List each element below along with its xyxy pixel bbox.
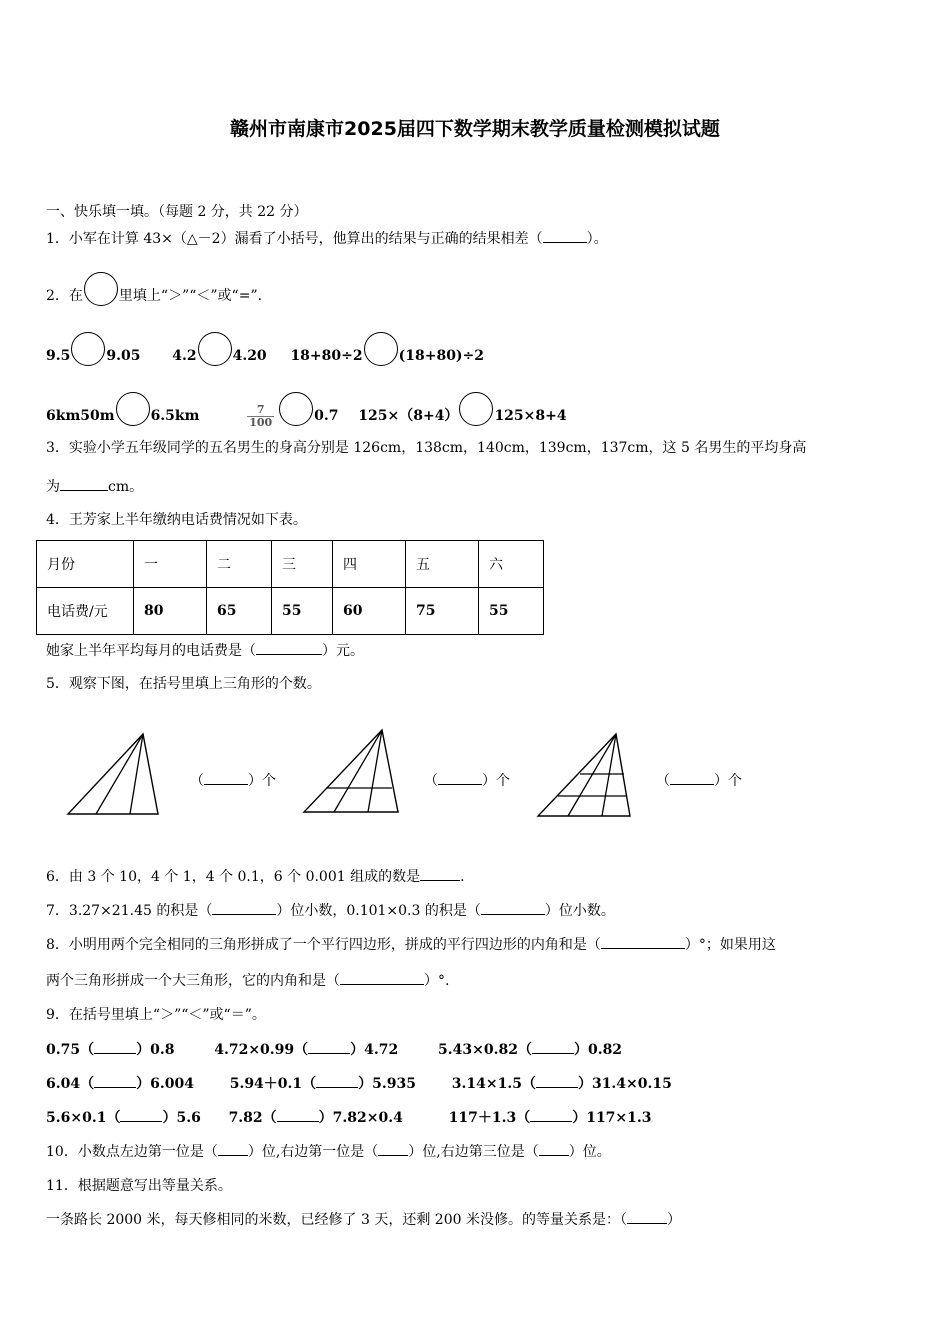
circle-blank[interactable] xyxy=(71,332,105,366)
paren-close: ） xyxy=(318,1110,333,1126)
fraction xyxy=(247,404,274,429)
question-8-line-1 xyxy=(46,934,776,955)
q3-text: 为 xyxy=(46,479,60,495)
q8-text: ）°；如果用这 xyxy=(684,937,776,953)
answer-blank[interactable] xyxy=(539,1141,569,1156)
answer-blank[interactable] xyxy=(481,900,545,915)
answer-blank[interactable] xyxy=(277,1107,319,1122)
q2-text: 2．在 xyxy=(46,288,83,304)
paren-close: ） xyxy=(162,1110,177,1126)
q9-term: 7.82×0.4 xyxy=(332,1110,403,1126)
answer-blank[interactable] xyxy=(308,1039,350,1054)
q5-answer-1 xyxy=(190,770,276,790)
paren-open: （ xyxy=(294,1042,309,1058)
table-cell: 65 xyxy=(207,588,272,635)
question-11: 11．根据题意写出等量关系。 xyxy=(46,1178,232,1194)
fraction-numerator: 7 xyxy=(247,404,274,417)
paren-open: （ xyxy=(517,1042,532,1058)
q9-term: 4.72×0.99 xyxy=(214,1042,295,1058)
q9-term: 31.4×0.15 xyxy=(591,1076,672,1092)
answer-blank[interactable] xyxy=(420,866,460,881)
q11-end: ） xyxy=(666,1212,681,1228)
circle-blank[interactable] xyxy=(84,272,118,306)
q5-answer-3 xyxy=(656,770,742,790)
q7-text: ）位小数，0.101×0.3 的积是（ xyxy=(276,903,481,919)
circle-blank[interactable] xyxy=(198,332,232,366)
answer-blank[interactable] xyxy=(120,1107,162,1122)
q9-row-3 xyxy=(46,1107,652,1128)
paren-open: （ xyxy=(302,1076,317,1092)
question-5: 5．观察下图，在括号里填上三角形的个数。 xyxy=(46,676,321,692)
table-cell: 55 xyxy=(272,588,333,635)
page-title: 赣州市南康市2025届四下数学期末教学质量检测模拟试题 xyxy=(230,118,720,140)
q10-text: ）位,右边第一位是（ xyxy=(247,1144,379,1160)
table-cell: 75 xyxy=(406,588,479,635)
question-11-body xyxy=(46,1209,681,1230)
q9-term: 117＋1.3 xyxy=(448,1110,517,1126)
table-cell: 二 xyxy=(207,541,272,588)
q9-term: 5.935 xyxy=(372,1076,417,1092)
answer-blank[interactable] xyxy=(627,1209,667,1224)
q4-end: ）元。 xyxy=(322,643,364,659)
paren-open: （ xyxy=(521,1076,536,1092)
q4-text: 她家上半年平均每月的电话费是（ xyxy=(46,643,256,659)
question-3-line-1: 3．实验小学五年级同学的五名男生的身高分别是 126cm，138cm，140cm，139cm，137cm，这 5 名男生的平均身高 xyxy=(46,440,807,456)
circle-blank[interactable] xyxy=(279,392,313,426)
paren-open: （ xyxy=(106,1110,121,1126)
section-heading: 一、快乐填一填。（每题 2 分，共 22 分） xyxy=(46,204,308,220)
answer-blank[interactable] xyxy=(256,640,322,655)
answer-blank[interactable] xyxy=(94,1073,136,1088)
q6-text: 6．由 3 个 10，4 个 1，4 个 0.1，6 个 0.001 组成的数是 xyxy=(46,869,421,885)
question-1 xyxy=(46,228,608,249)
q5-answer-2 xyxy=(424,770,510,790)
table-cell: 四 xyxy=(333,541,406,588)
paren-close: ） xyxy=(577,1076,592,1092)
answer-blank[interactable] xyxy=(543,228,587,243)
answer-blank[interactable] xyxy=(530,1107,572,1122)
question-8-line-2 xyxy=(46,970,449,991)
q9-term: 7.82 xyxy=(228,1110,263,1126)
table-cell: 六 xyxy=(479,541,544,588)
paren-close: ） xyxy=(350,1042,365,1058)
paren-close: ） xyxy=(573,1042,588,1058)
q2-term: 9.5 xyxy=(46,348,71,364)
paren-close: ） xyxy=(136,1042,151,1058)
q9-term: 5.43×0.82 xyxy=(438,1042,518,1058)
paren-open: （ xyxy=(80,1042,95,1058)
q9-term: 5.6×0.1 xyxy=(46,1110,107,1126)
q8-text: 两个三角形拼成一个大三角形，它的内角和是（ xyxy=(46,973,340,989)
q2-end: 里填上“＞”“＜”或“=”. xyxy=(118,288,263,304)
paren-open: （ xyxy=(262,1110,277,1126)
answer-blank[interactable] xyxy=(670,770,714,785)
q9-term: 6.04 xyxy=(46,1076,81,1092)
q10-text: ）位,右边第三位是（ xyxy=(408,1144,539,1160)
answer-blank[interactable] xyxy=(438,770,482,785)
triangle-figure-3 xyxy=(532,728,640,820)
answer-blank[interactable] xyxy=(340,970,424,985)
paren-open: （ xyxy=(190,773,204,789)
q2-term: 4.20 xyxy=(232,348,267,364)
paren-close: ） xyxy=(136,1076,151,1092)
q10-end: ）位。 xyxy=(568,1144,611,1160)
answer-blank[interactable] xyxy=(601,934,685,949)
paren-open: （ xyxy=(424,773,438,789)
q9-term: 3.14×1.5 xyxy=(451,1076,522,1092)
paren-close: ） xyxy=(358,1076,373,1092)
q7-end: ）位小数。 xyxy=(544,903,615,919)
triangle-figure-1 xyxy=(60,728,170,820)
table-header-row xyxy=(37,541,544,588)
q9-term: 5.6 xyxy=(176,1110,201,1126)
paren-close: ） xyxy=(572,1110,587,1126)
table-cell: 三 xyxy=(272,541,333,588)
fraction-denominator: 100 xyxy=(249,415,273,429)
answer-blank[interactable] xyxy=(94,1039,136,1054)
answer-blank[interactable] xyxy=(204,770,248,785)
phone-fee-table xyxy=(36,540,544,635)
q2-term: 0.7 xyxy=(314,408,339,424)
q9-term: 5.94＋0.1 xyxy=(229,1076,303,1092)
q2-term: 18+80÷2 xyxy=(290,348,363,364)
question-2 xyxy=(46,272,262,306)
paren-open: （ xyxy=(80,1076,95,1092)
triangle-figure-2 xyxy=(296,724,408,818)
answer-blank[interactable] xyxy=(532,1039,574,1054)
table-cell: 电话费/元 xyxy=(37,588,134,635)
q2-term: 6.5km xyxy=(150,408,200,424)
paren-close: ）个 xyxy=(482,773,510,789)
question-3-line-2 xyxy=(46,476,143,497)
q2-row-2 xyxy=(46,392,567,429)
paren-open: （ xyxy=(516,1110,531,1126)
q9-row-1 xyxy=(46,1039,622,1060)
question-10 xyxy=(46,1141,611,1162)
table-cell: 五 xyxy=(406,541,479,588)
q9-row-2 xyxy=(46,1073,672,1094)
q9-term: 117×1.3 xyxy=(586,1110,652,1126)
answer-blank[interactable] xyxy=(536,1073,578,1088)
question-9: 9．在括号里填上“＞”“＜”或“＝”。 xyxy=(46,1007,266,1023)
q1-text: 1．小军在计算 43×（△－2）漏看了小括号，他算出的结果与正确的结果相差（ xyxy=(46,231,543,247)
answer-blank[interactable] xyxy=(60,476,108,491)
circle-blank[interactable] xyxy=(459,392,493,426)
q6-end: . xyxy=(460,869,465,885)
table-cell: 55 xyxy=(479,588,544,635)
q8-end: ）°. xyxy=(424,973,450,989)
circle-blank[interactable] xyxy=(364,332,398,366)
q9-term: 0.75 xyxy=(46,1042,81,1058)
paren-open: （ xyxy=(656,773,670,789)
table-cell: 月份 xyxy=(37,541,134,588)
q2-term: 9.05 xyxy=(106,348,141,364)
q2-term: (18+80)÷2 xyxy=(398,348,485,364)
q2-term: 4.2 xyxy=(172,348,197,364)
answer-blank[interactable] xyxy=(212,900,276,915)
q9-term: 6.004 xyxy=(150,1076,194,1092)
q9-term: 0.82 xyxy=(587,1042,623,1058)
q2-term: 125×（8+4） xyxy=(358,408,459,424)
q9-term: 4.72 xyxy=(364,1042,399,1058)
q9-term: 0.8 xyxy=(150,1042,175,1058)
question-6 xyxy=(46,866,465,887)
q2-row-1 xyxy=(46,332,484,366)
question-4: 4．王芳家上半年缴纳电话费情况如下表。 xyxy=(46,512,307,528)
q1-end: ）。 xyxy=(586,231,608,247)
answer-blank[interactable] xyxy=(316,1073,358,1088)
answer-blank[interactable] xyxy=(218,1141,248,1156)
table-row xyxy=(37,588,544,635)
question-7 xyxy=(46,900,615,921)
paren-close: ）个 xyxy=(714,773,742,789)
table-cell: 一 xyxy=(134,541,207,588)
q7-text: 7．3.27×21.45 的积是（ xyxy=(46,903,213,919)
paren-close: ）个 xyxy=(248,773,276,789)
q8-text: 8．小明用两个完全相同的三角形拼成了一个平行四边形，拼成的平行四边形的内角和是（ xyxy=(46,937,601,953)
q2-term: 125×8+4 xyxy=(494,408,567,424)
q10-text: 10．小数点左边第一位是（ xyxy=(46,1144,218,1160)
table-cell: 60 xyxy=(333,588,406,635)
table-cell: 80 xyxy=(134,588,207,635)
q2-term: 6km50m xyxy=(46,408,115,424)
circle-blank[interactable] xyxy=(116,392,150,426)
q3-end: cm。 xyxy=(108,479,144,495)
answer-blank[interactable] xyxy=(378,1141,408,1156)
question-4-answer xyxy=(46,640,364,661)
q11-text: 一条路长 2000 米，每天修相同的米数，已经修了 3 天，还剩 200 米没修。的等量关系是：（ xyxy=(46,1212,627,1228)
